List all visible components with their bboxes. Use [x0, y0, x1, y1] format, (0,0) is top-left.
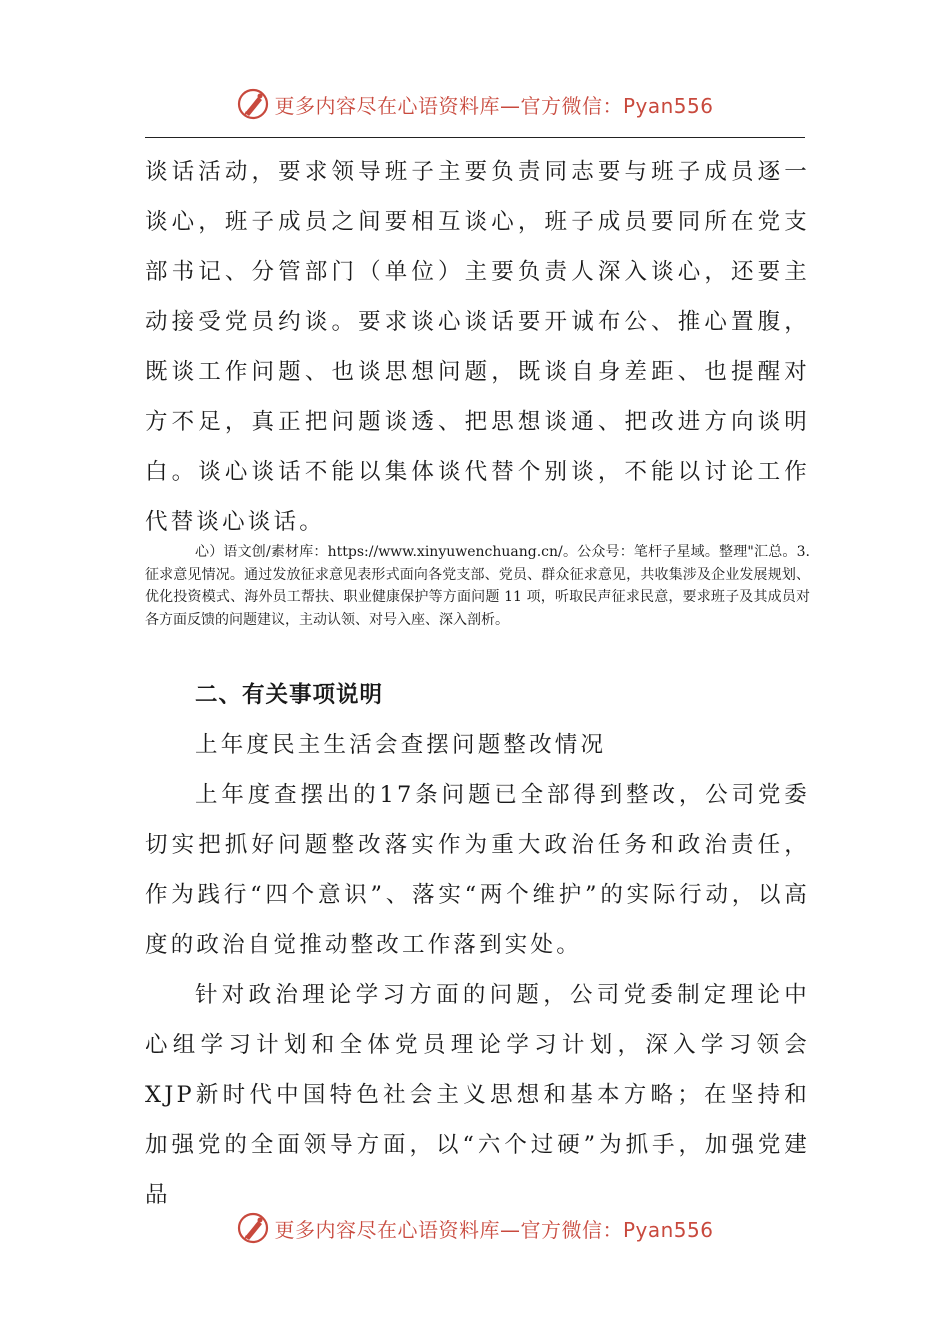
- pen-nib-circle-icon: [236, 1211, 270, 1245]
- small-paragraph: 心）语文创/素材库：https://www.xinyuwenchuang.cn/。公众号：笔杆子星域。整理"汇总。3.征求意见情况。通过发放征求意见表形式面向各党支部、党员、群众征求意见，共收集涉及企业发展规划、优化投资模式、海外员工帮扶、职业健康保护等方面问题 11 项，听取民声征求民意，要求班子及其成员对各方面反馈的问题建议，主动认领、对号入座、深入剖析。: [145, 544, 810, 628]
- paragraph-3: 针对政治理论学习方面的问题，公司党委制定理论中心组学习计划和全体党员理论学习计划，深入学习领会XJP新时代中国特色社会主义思想和基本方略；在坚持和加强党的全面领导方面，以“六个过硬”为抓手，加强党建品: [145, 982, 810, 1208]
- header-banner-text: 更多内容尽在心语资料库—官方微信：Pyan556: [274, 93, 714, 118]
- paragraph-2: 上年度查摆出的17条问题已全部得到整改，公司党委切实把抓好问题整改落实作为重大政治任务和政治责任，作为践行“四个意识”、落实“两个维护”的实际行动，以高度的政治自觉推动整改工作落到实处。: [145, 782, 810, 958]
- subheading: 上年度民主生活会查摆问题整改情况: [195, 732, 607, 758]
- section-heading-block: [145, 670, 810, 720]
- footer-banner-text: 更多内容尽在心语资料库—官方微信：Pyan556: [274, 1217, 714, 1242]
- pen-nib-circle-icon: [236, 87, 270, 121]
- header-divider: [145, 137, 805, 138]
- section-body: [145, 720, 810, 1220]
- section-heading: 二、有关事项说明: [195, 682, 384, 708]
- paragraph-1-block: [145, 147, 810, 547]
- footer-banner: [0, 1208, 950, 1248]
- paragraph-1: 谈话活动，要求领导班子主要负责同志要与班子成员逐一谈心，班子成员之间要相互谈心，班子成员要同所在党支部书记、分管部门（单位）主要负责人深入谈心，还要主动接受党员约谈。要求谈心谈话要开诚布公、推心置腹，既谈工作问题、也谈思想问题，既谈自身差距、也提醒对方不足，真正把问题谈透、把思想谈通、把改进方向谈明白。谈心谈话不能以集体谈代替个别谈，不能以讨论工作代替谈心谈话。: [145, 159, 810, 535]
- small-paragraph-block: [145, 541, 810, 631]
- header-banner: [0, 84, 950, 124]
